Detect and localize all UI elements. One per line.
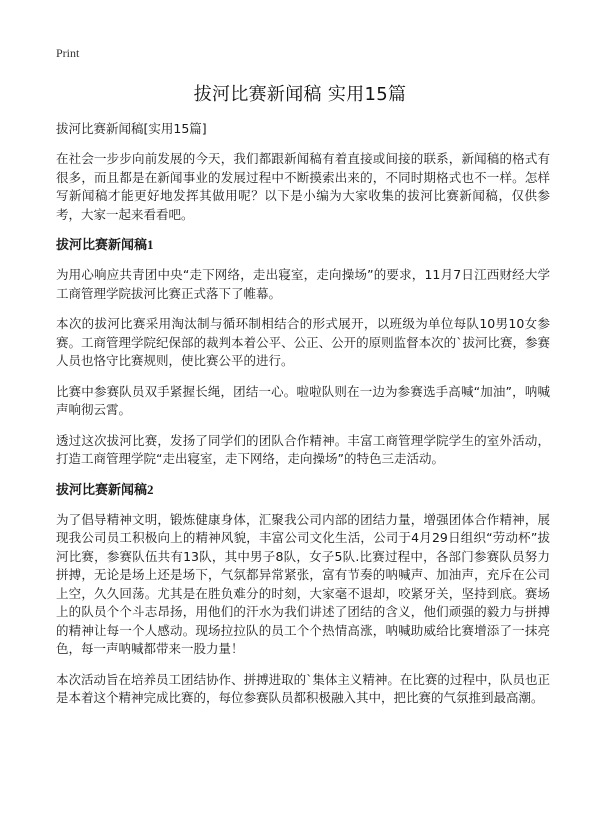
section-heading-1: 拔河比赛新闻稿1 bbox=[56, 237, 154, 252]
section-1-paragraph: 透过这次拔河比赛，发扬了同学们的团队合作精神。丰富工商管理学院学生的室外活动，打造工商管理学院“走出寝室，走下网络，走向操场”的特色三走活动。 bbox=[56, 432, 550, 466]
intro-paragraph: 在社会一步步向前发展的今天，我们都跟新闻稿有着直接或间接的联系，新闻稿的格式有很多，而且都是在新闻事业的发展过程中不断摸索出来的，不同时期格式也不一样。怎样写新闻稿才能更好地发挥其做用呢？以下是小编为大家收集的拔河比赛新闻稿，仅供参考，大家一起来看看吧。 bbox=[56, 151, 550, 222]
section-1-paragraph: 为用心响应共青团中央“走下网络，走出寝室，走向操场”的要求，11月7日江西财经大学工商管理学院拔河比赛正式落下了帷幕。 bbox=[56, 267, 550, 301]
page-title: 拔河比赛新闻稿 实用15篇 bbox=[193, 84, 407, 105]
section-1-paragraph: 本次的拔河比赛采用淘汰制与循环制相结合的形式展开，以班级为单位每队10男10女参赛。工商管理学院纪保部的裁判本着公平、公正、公开的原则监督本次的`拔河比赛，参赛人员也恪守比赛规则，使比赛公平的进行。 bbox=[56, 316, 550, 368]
section-1-paragraph: 比赛中参赛队员双手紧握长绳，团结一心。啦啦队则在一边为参赛选手高喊“加油”，呐喊声响彻云霄。 bbox=[56, 383, 550, 417]
article-body bbox=[56, 120, 550, 720]
print-link[interactable]: Print bbox=[56, 46, 80, 60]
section-2-paragraph: 为了倡导精神文明，锻炼健康身体，汇聚我公司内部的团结力量，增强团体合作精神，展现我公司员工积极向上的精神风貌，丰富公司文化生活，公司于4月29日组织“劳动杯”拔河比赛，参赛队伍共有13队，其中男子8队，女子5队.比赛过程中，各部门参赛队员努力拼搏，无论是场上还是场下，气氛都异常紧张，富有节奏的呐喊声、加油声，充斥在公司上空，久久回荡。尤其是在胜负难分的时刻，大家毫不退却，咬紧牙关，坚持到底。赛场上的队员个个斗志昂扬，用他们的汗水为我们讲述了团结的含义，他们顽强的毅力与拼搏的精神让每一个人感动。现场拉拉队的员工个个热情高涨，呐喊助威给比赛增添了一抹亮色，每一声呐喊都带来一股力量！ bbox=[56, 511, 550, 656]
section-2-paragraph: 本次活动旨在培养员工团结协作、拼搏进取的`集体主义精神。在比赛的过程中，队员也正是本着这个精神完成比赛的，每位参赛队员都积极融入其中，把比赛的气氛推到最高潮。 bbox=[56, 671, 550, 705]
article-subtitle: 拔河比赛新闻稿[实用15篇] bbox=[56, 121, 207, 136]
section-heading-2: 拔河比赛新闻稿2 bbox=[56, 481, 154, 497]
